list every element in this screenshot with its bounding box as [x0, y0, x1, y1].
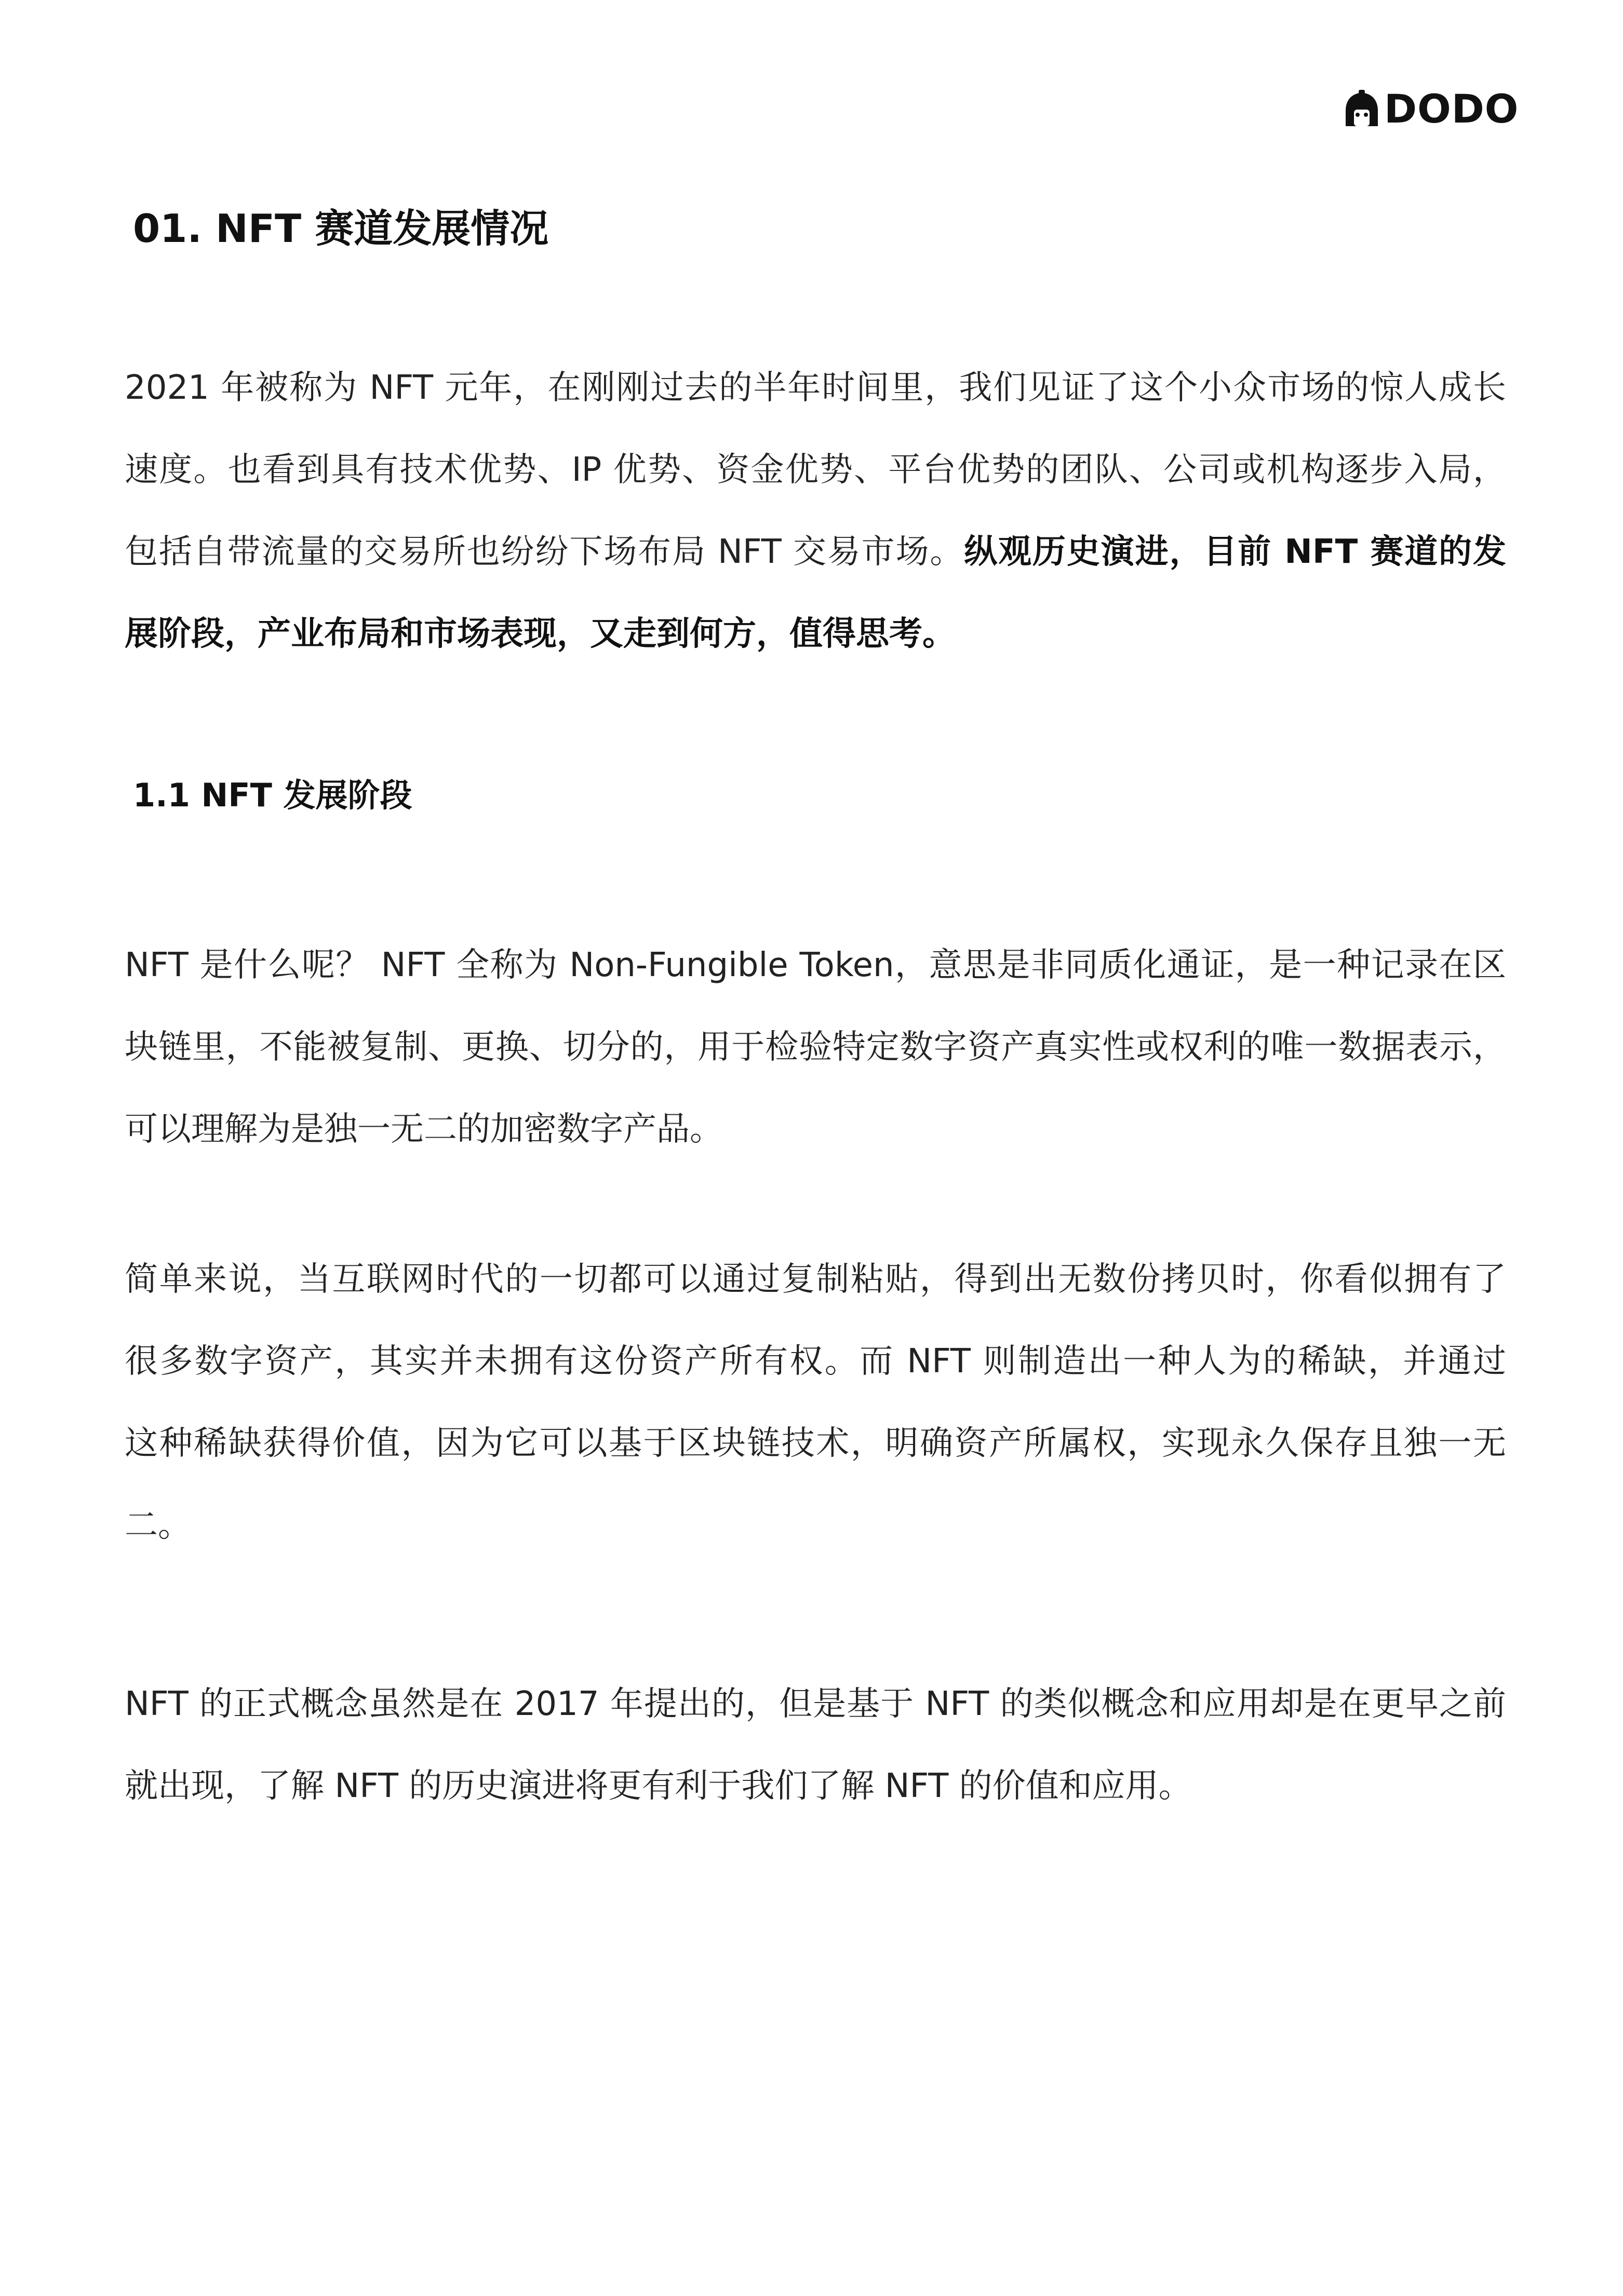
intro-paragraph — [125, 347, 1506, 675]
what-is-nft-paragraph — [125, 924, 1506, 1170]
intro-line-2: 速度。也看到具有技术优势、IP 优势、资金优势、平台优势的团队、公司或机构逐步入局， — [125, 451, 1506, 489]
intro-line-3-normal: 包括自带流量的交易所也纷纷下场布局 NFT 交易市场。 — [125, 533, 964, 571]
dodo-logo — [1343, 87, 1519, 131]
para3-line-1: NFT 的正式概念虽然是在 2017 年提出的，但是基于 NFT 的类似概念和应用却是在更早之前 — [125, 1685, 1506, 1723]
para2-line-4: 二。 — [125, 1506, 191, 1545]
para1-line-3: 可以理解为是独一无二的加密数字产品。 — [125, 1110, 723, 1149]
dodo-bird-icon — [1343, 90, 1381, 128]
history-paragraph — [125, 1663, 1506, 1827]
para2-line-2: 很多数字资产，其实并未拥有这份资产所有权。而 NFT 则制造出一种人为的稀缺，并通过 — [125, 1342, 1506, 1381]
intro-line-3 — [125, 511, 1506, 593]
para2-line-1: 简单来说，当互联网时代的一切都可以通过复制粘贴，得到出无数份拷贝时，你看似拥有了 — [125, 1260, 1506, 1299]
para1-line-2: 块链里，不能被复制、更换、切分的，用于检验特定数字资产真实性或权利的唯一数据表示， — [125, 1028, 1506, 1066]
section-title: 01. NFT 赛道发展情况 — [133, 206, 549, 251]
subsection-title: 1.1 NFT 发展阶段 — [133, 776, 412, 814]
scarcity-paragraph — [125, 1238, 1506, 1566]
intro-line-3-bold: 纵观历史演进，目前 NFT 赛道的发 — [964, 533, 1507, 571]
intro-line-4-bold: 展阶段，产业布局和市场表现，又走到何方，值得思考。 — [125, 615, 956, 653]
intro-line-1: 2021 年被称为 NFT 元年，在刚刚过去的半年时间里，我们见证了这个小众市场的惊人成长 — [125, 369, 1506, 407]
para3-line-2: 就出现，了解 NFT 的历史演进将更有利于我们了解 NFT 的价值和应用。 — [125, 1767, 1192, 1805]
para2-line-3: 这种稀缺获得价值，因为它可以基于区块链技术，明确资产所属权，实现永久保存且独一无 — [125, 1424, 1506, 1463]
logo-wordmark: DODO — [1384, 86, 1519, 132]
para1-line-1: NFT 是什么呢？ NFT 全称为 Non-Fungible Token，意思是非同质化通证，是一种记录在区 — [125, 946, 1506, 984]
